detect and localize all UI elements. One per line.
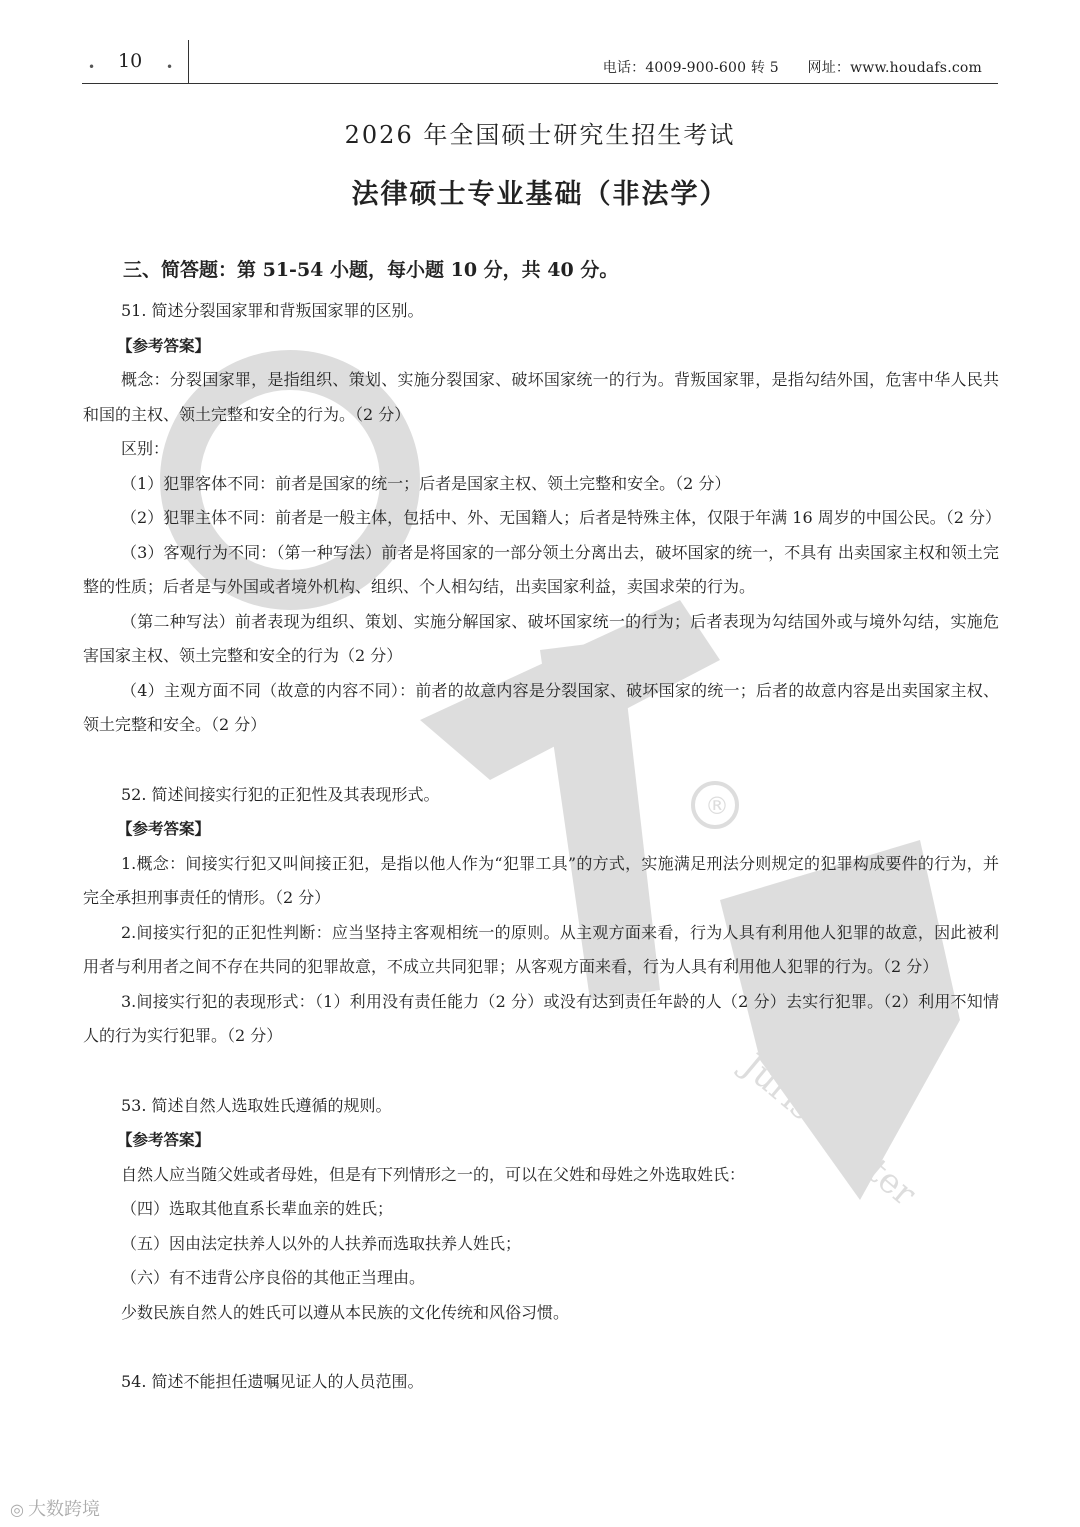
- header-divider: [188, 40, 189, 84]
- q53-para: 自然人应当随父姓或者母姓，但是有下列情形之一的，可以在父姓和母姓之外选取姓氏：: [121, 1164, 746, 1184]
- spacer: [83, 743, 999, 778]
- phone-text: 电话：4009-900-600 转 5: [602, 60, 779, 76]
- website-text: 网址：www.houdafs.com: [807, 60, 982, 76]
- footer-logo-text: 大数跨境: [27, 1499, 100, 1520]
- document-body: [83, 252, 999, 1400]
- q53-para: （五）因由法定扶养人以外的人扶养而选取扶养人姓氏；: [121, 1233, 522, 1253]
- spacer: [83, 1330, 999, 1365]
- header-rule: [82, 83, 998, 84]
- q51-para: （第二种写法）前者表现为组织、策划、实施分解国家、破坏国家统一的行为；后者表现为勾结国外或与境外勾结，实施危害国家主权、领土完整和安全的行为（2 分）: [83, 611, 999, 665]
- spacer: [83, 1054, 999, 1089]
- dot-left: •: [88, 60, 96, 74]
- answer-label-53: 【参考答案】: [117, 1131, 211, 1149]
- answer-label-51: 【参考答案】: [117, 336, 211, 355]
- question-51: 51. 简述分裂国家罪和背叛国家罪的区别。: [121, 301, 424, 320]
- question-54: 54. 简述不能担任遗嘱见证人的人员范围。: [121, 1372, 424, 1391]
- q51-para: （3）客观行为不同：（第一种写法）前者是将国家的一部分领土分离出去，破坏国家的统一，不具有 出卖国家主权和领土完整的性质；后者是与外国或者境外机构、组织、个人相勾结，出卖国家利益，卖国求荣的行为。: [83, 542, 999, 596]
- answer-label-52: 【参考答案】: [117, 820, 211, 838]
- subject-title: 法律硕士专业基础（非法学）: [351, 179, 729, 210]
- q51-para: （2）犯罪主体不同：前者是一般主体，包括中、外、无国籍人；后者是特殊主体，仅限于年满 16 周岁的中国公民。（2 分）: [121, 508, 1001, 527]
- q51-para: （4）主观方面不同（故意的内容不同）：前者的故意内容是分裂国家、破坏国家的统一；后者的故意内容是出卖国家主权、领土完整和安全。（2 分）: [83, 680, 999, 734]
- q52-para: 3.间接实行犯的表现形式：（1）利用没有责任能力（2 分）或没有达到责任年龄的人（2 分）去实行犯罪。（2）利用不知情人的行为实行犯罪。（2 分）: [83, 991, 999, 1045]
- footer-logo: [10, 1495, 100, 1521]
- exam-title: 2026 年全国硕士研究生招生考试: [344, 121, 736, 149]
- q53-para: （四）选取其他直系长辈血亲的姓氏；: [121, 1199, 394, 1218]
- q51-para: （1）犯罪客体不同：前者是国家的统一；后者是国家主权、领土完整和安全。（2 分）: [121, 473, 731, 493]
- registered-mark: ®: [705, 792, 729, 820]
- contact-info: [603, 57, 982, 77]
- q51-para: 区别：: [121, 439, 170, 458]
- page-header: [82, 40, 998, 84]
- q51-para: 概念：分裂国家罪，是指组织、策划、实施分裂国家、破坏国家统一的行为。背叛国家罪，是指勾结外国，危害中华人民共和国的主权、领土完整和安全的行为。（2 分）: [83, 370, 999, 424]
- section-heading: 三、简答题：第 51-54 小题，每小题 10 分，共 40 分。: [123, 259, 619, 281]
- q53-para: （六）有不违背公序良俗的其他正当理由。: [121, 1268, 426, 1287]
- brand-logo-icon: ◎: [10, 1500, 24, 1519]
- q52-para: 2.间接实行犯的正犯性判断：应当坚持主客观相统一的原则。从主观方面来看，行为人具有利用他人犯罪的故意，因此被利用者与利用者之间不存在共同的犯罪故意，不成立共同犯罪；从客观方面来看，行为人具有利用他人犯罪的行为。（2 分）: [83, 922, 999, 976]
- question-52: 52. 简述间接实行犯的正犯性及其表现形式。: [121, 784, 440, 804]
- question-53: 53. 简述自然人选取姓氏遵循的规则。: [121, 1095, 392, 1115]
- q53-para: 少数民族自然人的姓氏可以遵从本民族的文化传统和风俗习惯。: [121, 1302, 570, 1322]
- page-number: 10: [118, 50, 143, 72]
- q52-para: 1.概念：间接实行犯又叫间接正犯，是指以他人作为“犯罪工具”的方式，实施满足刑法分则规定的犯罪构成要件的行为，并完全承担刑事责任的情形。（2 分）: [83, 853, 999, 907]
- dot-right: •: [166, 60, 174, 74]
- watermark-text: Juris Master: [734, 1046, 924, 1215]
